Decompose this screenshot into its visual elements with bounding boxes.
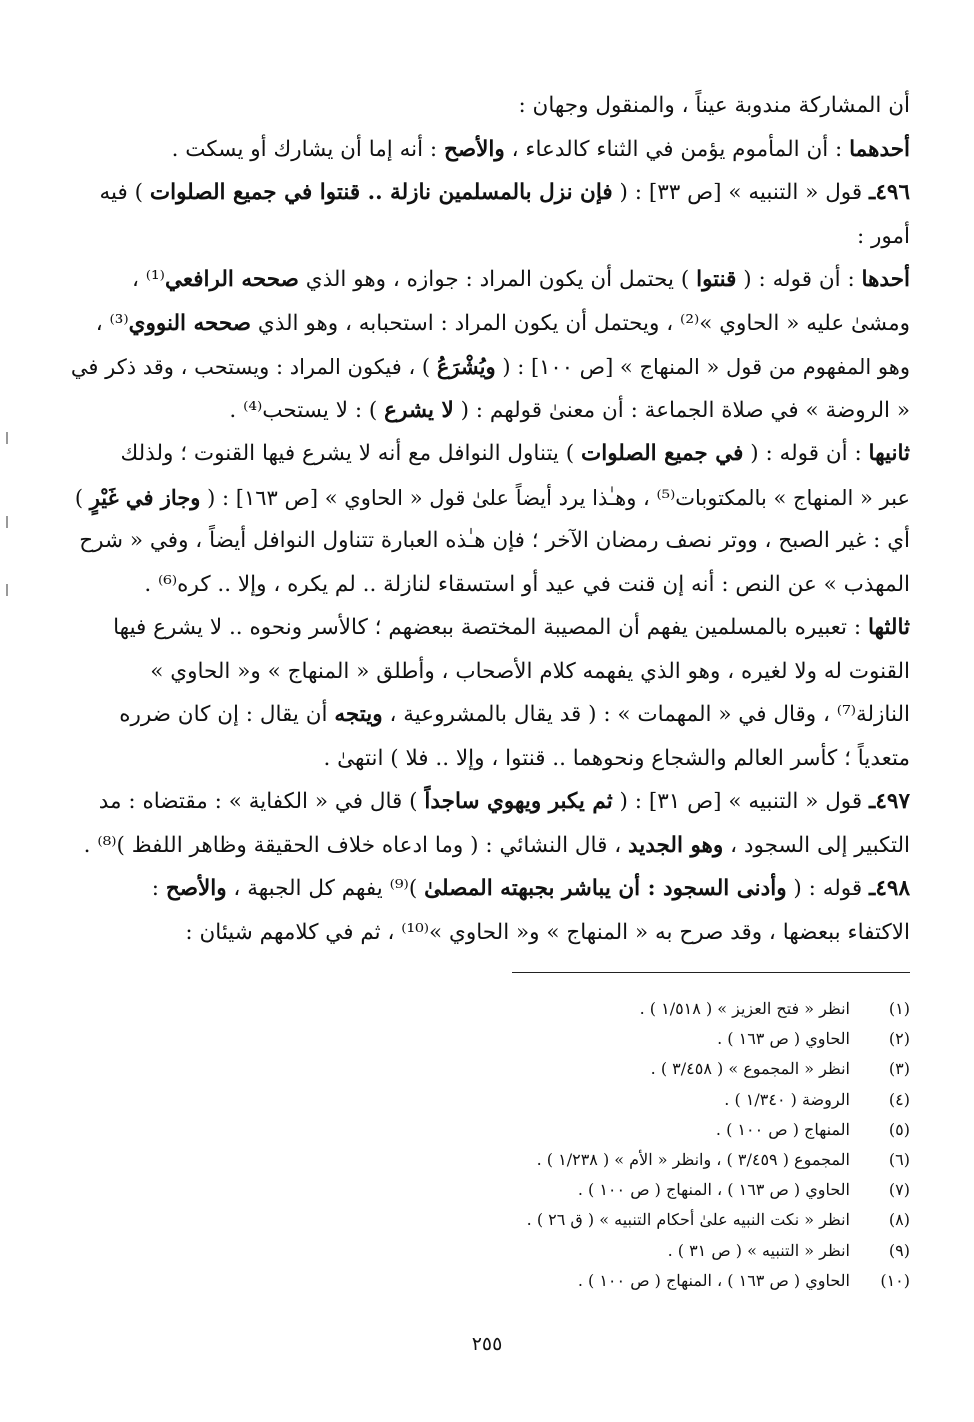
text-run: الاكتفاء ببعضها ، وقد صرح به « المنهاج » و« الحاوي »⁽¹⁰⁾ ، ثم في كلامهم شيئان : (185, 919, 910, 945)
text-line (70, 824, 910, 868)
text-line (70, 128, 910, 172)
text-run: ، قال النشائي : ( وما ادعاه خلاف الحقيقة وظاهر اللفظ )⁽⁸⁾ . (83, 832, 628, 858)
text-run: وهو المفهوم من قول « المنهاج » [ص ١٠٠] : ( (495, 355, 910, 379)
text-line (70, 519, 910, 563)
text-line (70, 693, 910, 737)
text-run: قول « التنبيه » [ص ٣١] : ( (612, 789, 870, 814)
text-run: ) يتناول النوافل مع أنه لا يشرع فيها القنوت ؛ ولذلك (120, 441, 581, 466)
bold-phrase: قنتوا (696, 267, 737, 292)
text-run: ) : لا يستحب⁽⁴⁾ . (229, 397, 385, 423)
text-run: قوله : ( (786, 876, 870, 901)
footnote-number: (٥) (888, 1119, 910, 1139)
text-line (70, 737, 910, 781)
bold-phrase: ويُشْرَعُ (436, 354, 496, 379)
bold-phrase: فإن نزل بالمسلمين نازلة .. قنتوا في جميع الصلوات (149, 180, 613, 205)
text-line (70, 389, 910, 433)
footnote (70, 1236, 910, 1266)
text-run: : تعبيره بالمسلمين يفهم أن المصيبة المختصة ببعضهم ؛ كالأسر ونحوه .. لا يشرع فيها (113, 615, 868, 640)
footnote-number: (١٠) (880, 1270, 910, 1290)
text-line (70, 780, 910, 824)
footnote-text: انظر « المجموع » ( ٣/٤٥٨ ) . (650, 1059, 850, 1079)
text-run: القنوت له ولا لغيره ، وهو الذي يفهمه كلام الأصحاب ، وأطلق « المنهاج » و« الحاوي » (150, 658, 910, 684)
bold-phrase: والأصح (444, 136, 505, 162)
footnote (70, 1024, 910, 1054)
text-line (70, 432, 910, 476)
text-run: ) قال في « الكفاية » : مقتضاه : مد (98, 789, 425, 814)
text-line (70, 867, 910, 911)
bold-phrase: ويتجه (334, 702, 383, 727)
footnote-number: (٨) (888, 1210, 910, 1230)
footnote-number: (٣) (888, 1059, 910, 1079)
footnote (70, 1085, 910, 1115)
text-run: « الروضة » في صلاة الجماعة : أن معنىٰ قولهم : ( (453, 397, 910, 423)
text-line (70, 171, 910, 215)
margin-mark (6, 584, 8, 596)
text-line (70, 84, 910, 128)
footnote-text: الحاوي ( ص ١٦٣ ) ، المنهاج ( ص ١٠٠ ) . (577, 1270, 850, 1290)
bold-phrase: ٤٩٦ـ (869, 180, 910, 205)
margin-mark (6, 432, 8, 444)
footnote (70, 1054, 910, 1084)
text-run: ) ، فيكون المراد : ويستحب ، وقد ذكر في (70, 355, 437, 379)
text-run: التكبير إلى السجود ، (723, 832, 910, 858)
text-run: ⁽¹⁾ ، (131, 267, 165, 292)
text-run: قول « التنبيه » [ص ٣٣] : ( (612, 180, 870, 205)
text-line (70, 476, 910, 520)
footnote-text: انظر « التنبيه » ( ص ٣١ ) . (667, 1240, 850, 1260)
footnote (70, 1145, 910, 1175)
text-run: أن المشاركة مندوبة عيناً ، والمنقول وجهان : (518, 93, 910, 118)
bold-phrase: وجاز في غَيْرٍ (89, 484, 201, 510)
bold-phrase: في جميع الصلوات (580, 441, 744, 466)
text-run: المهذب » عن النص : أنه إن قنت في عيد أو استسقاء لنازلة .. لم يكره ، وإلا .. كره⁽⁶⁾ . (144, 571, 910, 597)
text-line (70, 302, 910, 346)
bold-phrase: وأدنى السجود : أن يباشر بجبهته المصلىٰ (424, 876, 787, 901)
bold-phrase: صححه النووي (128, 310, 252, 336)
text-run: أي : غير الصبح ، ووتر نصف رمضان الآخر ؛ فإن هـٰذه العبارة تتناول النوافل أيضاً ، وفي « شرح (79, 528, 910, 553)
margin-mark (6, 516, 8, 528)
text-run: عبر « المنهاج » بالمكتوبات⁽⁵⁾ ، وهـٰذا يرد أيضاً علىٰ قول « الحاوي » [ص ١٦٣] : ( (200, 485, 910, 510)
bold-phrase: صححه الرافعي (164, 267, 299, 292)
main-text (70, 84, 910, 954)
footnotes (70, 994, 910, 1296)
footnote-text: الحاوي ( ص ١٦٣ ) ، المنهاج ( ص ١٠٠ ) . (577, 1180, 850, 1200)
bold-phrase: لا يشرع (384, 397, 454, 423)
text-run: : (151, 876, 166, 901)
text-run: )⁽⁹⁾ يفهم كل الجبهة ، (226, 876, 425, 901)
bold-phrase: ٤٩٧ـ (869, 789, 910, 814)
bold-phrase: أحدها (861, 267, 910, 292)
footnote-text: الروضة ( ١/٣٤٠ ) . (724, 1089, 850, 1109)
text-run: : أن قوله : ( (743, 441, 869, 466)
footnote-number: (٦) (888, 1149, 910, 1169)
bold-phrase: ٤٩٨ـ (869, 876, 910, 901)
footnote-number: (٩) (888, 1240, 910, 1260)
footnote (70, 1115, 910, 1145)
text-run: ) (74, 485, 90, 510)
text-run: ) فيه (99, 180, 150, 205)
text-line (70, 650, 910, 694)
text-run: ⁽³⁾ ، (95, 310, 129, 336)
text-run: ومشىٰ عليه « الحاوي »⁽²⁾ ، ويحتمل أن يكون المراد : استحبابه ، وهو الذي (251, 310, 910, 336)
text-line (70, 258, 910, 302)
footnote (70, 994, 910, 1024)
text-line (70, 911, 910, 955)
text-run: متعدياً ؛ كأسر العالم والشجاع ونحوهما .. قنتوا ، وإلا .. فلا ) انتهىٰ . (323, 745, 910, 771)
footnote-number: (٤) (888, 1089, 910, 1109)
footnote-text: انظر « فتح العزيز » ( ١/٥١٨ ) . (639, 999, 850, 1018)
footnote-text: المنهاج ( ص ١٠٠ ) . (715, 1119, 850, 1139)
footnote-text: الحاوي ( ص ١٦٣ ) . (717, 1029, 850, 1049)
text-run: النازلة⁽⁷⁾ ، وقال في « المهمات » : ( قد يقال بالمشروعية ، (382, 702, 910, 727)
footnote-separator (512, 972, 910, 973)
text-line (70, 606, 910, 650)
footnote-text: المجموع ( ٣/٤٥٩ ) ، وانظر « الأم » ( ١/٢٣٨ ) . (536, 1149, 850, 1169)
bold-phrase: والأصح (165, 876, 227, 901)
page-number: ٢٥٥ (471, 1333, 503, 1355)
text-line (70, 215, 910, 259)
text-line (70, 563, 910, 607)
bold-phrase: وهو الجديد (628, 832, 724, 858)
text-run: أن يقال : إن كان ضرره (119, 702, 335, 727)
text-line (70, 345, 910, 389)
footnote-text: انظر « نكت النبيه علىٰ أحكام التنبيه » ( ق ٢٦ ) . (526, 1210, 850, 1230)
footnote-number: (٢) (888, 1029, 910, 1049)
bold-phrase: ثانيها (868, 441, 910, 466)
text-run: أمور : (856, 223, 910, 249)
text-run: : أن المأموم يؤمن في الثناء كالدعاء ، (504, 136, 850, 162)
footnote-number: (٧) (888, 1180, 910, 1200)
footnote (70, 1266, 910, 1296)
footnote (70, 1205, 910, 1235)
bold-phrase: ثم يكبر ويهوي ساجداً (424, 789, 613, 814)
footnote-number: (١) (888, 999, 910, 1018)
text-run: : أنه إما أن يشارك أو يسكت . (171, 136, 445, 162)
text-run: ) يحتمل أن يكون المراد : جوازه ، وهو الذي (298, 267, 697, 292)
footnote (70, 1175, 910, 1205)
bold-phrase: ثالثها (867, 615, 910, 640)
bold-phrase: أحدهما (849, 136, 910, 162)
text-run: : أن قوله : ( (736, 267, 862, 292)
